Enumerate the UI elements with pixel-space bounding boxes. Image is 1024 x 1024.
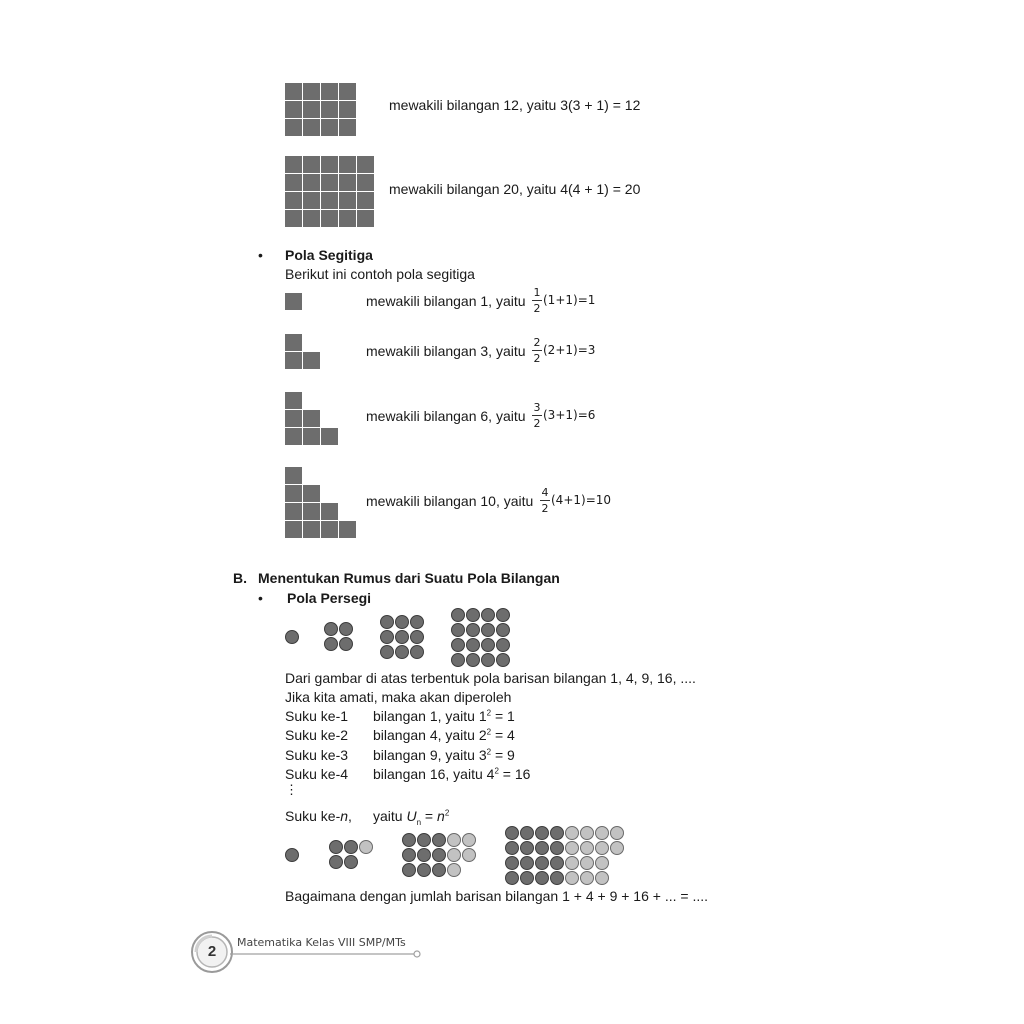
term-value [373,727,515,743]
square-cell [285,101,302,118]
fraction-denominator: 2 [541,502,549,515]
dot [285,630,299,644]
dot [496,638,510,652]
square-cell [321,101,338,118]
square-heading: Pola Persegi [287,590,372,606]
dark-dot [329,855,343,869]
light-dot [565,871,579,885]
square-cell [285,410,302,427]
square-cell [357,210,374,227]
light-dot [610,826,624,840]
dot [466,638,480,652]
factor-paren: (3+1) [543,408,578,422]
paragraph-sequence: Dari gambar di atas terbentuk pola barisan bilangan 1, 4, 9, 16, .... [285,670,696,686]
square-cell [321,521,338,538]
triangle-row-text: mewakili bilangan 10, yaitu [366,493,534,509]
dot [481,608,495,622]
dark-dot [505,871,519,885]
dark-dot [535,856,549,870]
rect-pattern-12-text: mewakili bilangan 12, yaitu 3(3 + 1) = 12 [389,97,641,113]
square-cell [303,503,320,520]
dark-dot [432,833,446,847]
formula-equals: = [421,808,438,824]
square-cell [357,174,374,191]
light-dot [462,833,476,847]
general-term-label [285,808,352,824]
dark-dot [417,833,431,847]
term-value-text: bilangan 9, yaitu 3 [373,747,487,763]
factor-result: =1 [577,293,596,307]
light-dot [595,826,609,840]
square-cell [285,352,302,369]
triangle-bullet: • [258,247,263,263]
square-cell [339,101,356,118]
square-cell [321,192,338,209]
square-cell [303,101,320,118]
dark-dot [505,826,519,840]
square-cell [339,83,356,100]
dark-dot [520,871,534,885]
general-term-label-comma: , [348,808,352,824]
general-term-formula [373,808,450,827]
light-dot [565,826,579,840]
fraction [532,336,542,365]
square-cell [339,119,356,136]
dot [324,622,338,636]
dark-dot [285,848,299,862]
square-cell [303,485,320,502]
fraction [532,401,542,430]
light-dot [565,856,579,870]
dot [380,645,394,659]
term-value-text: bilangan 4, yaitu 2 [373,727,487,743]
dark-dot [535,841,549,855]
dot [410,630,424,644]
section-b-title: Menentukan Rumus dari Suatu Pola Bilangan [258,570,560,586]
dark-dot [432,863,446,877]
square-cell [357,156,374,173]
light-dot [580,856,594,870]
square-cell [285,83,302,100]
dark-dot [402,833,416,847]
square-cell [285,503,302,520]
dot [466,653,480,667]
fraction-denominator: 2 [533,352,541,365]
dark-dot [520,826,534,840]
variable-n: n [340,808,349,824]
dot [466,623,480,637]
square-cell [321,119,338,136]
dot [395,630,409,644]
dark-dot [417,848,431,862]
triangle-row-text: mewakili bilangan 6, yaitu [366,408,526,424]
light-dot [447,848,461,862]
square-cell [339,210,356,227]
square-cell [303,521,320,538]
dark-dot [417,863,431,877]
triangle-row-text: mewakili bilangan 1, yaitu [366,293,526,309]
square-cell [285,119,302,136]
square-cell [285,293,302,310]
square-cell [285,485,302,502]
dark-dot [520,856,534,870]
light-dot [595,871,609,885]
square-cell [339,156,356,173]
dark-dot [432,848,446,862]
square-cell [285,174,302,191]
term-label: Suku ke-3 [285,747,349,763]
sum-question: Bagaimana dengan jumlah barisan bilangan 1 + 4 + 9 + 16 + ... = .... [285,888,709,904]
dark-dot [550,871,564,885]
light-dot [565,841,579,855]
dot [451,623,465,637]
dot [410,615,424,629]
square-cell [321,503,338,520]
term-value-result: = 1 [491,708,515,724]
exponent: 2 [486,747,492,757]
dot [496,653,510,667]
dot [380,630,394,644]
square-cell [303,156,320,173]
light-dot [580,826,594,840]
dark-dot [550,856,564,870]
square-cell [339,521,356,538]
square-bullet: • [258,590,263,606]
fraction-factor [551,493,611,507]
exponent: 2 [486,727,492,737]
exponent: 2 [486,708,492,718]
rect-pattern-20-text: mewakili bilangan 20, yaitu 4(4 + 1) = 20 [389,181,641,197]
formula-prefix: yaitu [373,808,407,824]
page-number: 2 [207,943,217,960]
square-cell [339,192,356,209]
exponent: 2 [494,766,499,776]
factor-result: =6 [577,408,596,422]
triangle-row-text: mewakili bilangan 3, yaitu [366,343,526,359]
footer-rule [230,948,430,958]
dark-dot [535,871,549,885]
square-cell [321,210,338,227]
light-dot [447,863,461,877]
fraction-factor [543,343,595,357]
light-dot [447,833,461,847]
fraction-denominator: 2 [533,302,541,315]
light-dot [462,848,476,862]
dark-dot [535,826,549,840]
dot [451,608,465,622]
square-cell [285,156,302,173]
term-value-result: = 4 [491,727,515,743]
general-term-label-text: Suku ke- [285,808,341,824]
exponent: 2 [444,808,450,818]
dot [451,638,465,652]
dot [451,653,465,667]
dark-dot [550,826,564,840]
square-cell [303,410,320,427]
square-cell [285,428,302,445]
dot [395,615,409,629]
light-dot [580,871,594,885]
dark-dot [520,841,534,855]
fraction-numerator: 3 [533,401,541,414]
fraction-numerator: 4 [541,486,549,499]
light-dot [595,856,609,870]
dot [481,638,495,652]
fraction-numerator: 2 [533,336,541,349]
fraction-denominator: 2 [533,417,541,430]
square-cell [285,210,302,227]
dark-dot [550,841,564,855]
term-label: Suku ke-2 [285,727,349,743]
dot [410,645,424,659]
factor-result: =10 [585,493,612,507]
square-cell [303,119,320,136]
section-b-letter: B. [233,570,247,586]
light-dot [595,841,609,855]
fraction [532,286,542,315]
term-value-result: = 16 [498,766,531,782]
paragraph-observe: Jika kita amati, maka akan diperoleh [285,689,512,705]
factor-paren: (2+1) [543,343,578,357]
term-label: Suku ke-4 [285,766,349,782]
dot [481,623,495,637]
square-cell [285,334,302,351]
fraction-factor [543,293,595,307]
triangle-heading: Pola Segitiga [285,247,373,263]
factor-paren: (4+1) [551,493,586,507]
term-value-text: bilangan 16, yaitu 4 [373,766,495,782]
dark-dot [505,856,519,870]
triangle-intro: Berikut ini contoh pola segitiga [285,266,475,282]
fraction-factor [543,408,595,422]
dot [324,637,338,651]
term-label: Suku ke-1 [285,708,349,724]
square-cell [303,174,320,191]
vertical-ellipsis: ⋮ [285,782,298,797]
dot [496,623,510,637]
square-cell [321,156,338,173]
light-dot [610,841,624,855]
fraction-numerator: 1 [533,286,541,299]
square-cell [357,192,374,209]
variable-n: n [437,808,445,824]
square-cell [303,192,320,209]
dot [395,645,409,659]
dot [466,608,480,622]
term-value [373,747,515,763]
square-cell [321,83,338,100]
square-cell [303,83,320,100]
dot [339,622,353,636]
square-cell [303,428,320,445]
square-cell [303,210,320,227]
square-cell [285,521,302,538]
dark-dot [402,848,416,862]
term-value [373,766,530,782]
term-value [373,708,515,724]
factor-result: =3 [577,343,596,357]
dot [380,615,394,629]
square-cell [339,174,356,191]
square-cell [285,192,302,209]
dark-dot [505,841,519,855]
dot [339,637,353,651]
dark-dot [344,855,358,869]
term-value-text: bilangan 1, yaitu 1 [373,708,487,724]
footer [190,930,430,974]
dot [481,653,495,667]
book-title: Matematika Kelas VIII SMP/MTs [237,936,406,949]
fraction [540,486,550,515]
dot [496,608,510,622]
dark-dot [402,863,416,877]
factor-paren: (1+1) [543,293,578,307]
square-cell [321,174,338,191]
variable-u: U [406,808,417,824]
dark-dot [329,840,343,854]
light-dot [359,840,373,854]
dark-dot [344,840,358,854]
square-cell [303,352,320,369]
square-cell [321,428,338,445]
square-cell [285,392,302,409]
light-dot [580,841,594,855]
subscript-n: n [416,817,422,827]
square-cell [285,467,302,484]
term-value-result: = 9 [491,747,515,763]
